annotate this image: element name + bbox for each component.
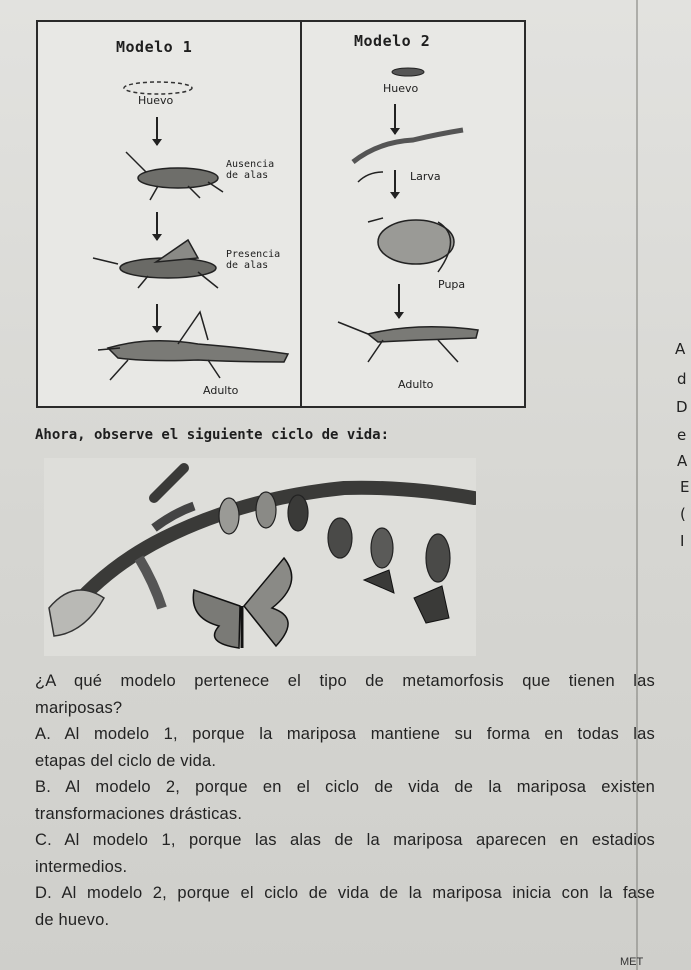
edge-letter-5: A bbox=[677, 452, 688, 470]
edge-letter-7: ( bbox=[680, 505, 686, 523]
question-prompt-line-1: ¿A qué modelo pertenece el tipo de metamorfosis que tienen las bbox=[35, 672, 655, 690]
option-a-line-2[interactable]: etapas del ciclo de vida. bbox=[35, 751, 217, 770]
model-2-larva-label: Larva bbox=[410, 170, 441, 183]
option-b-line-2[interactable]: transformaciones drásticas. bbox=[35, 804, 243, 823]
figure-drawings bbox=[38, 22, 528, 410]
model-1-adult-label: Adulto bbox=[203, 384, 239, 397]
edge-letter-1: A bbox=[675, 340, 686, 358]
metamorphosis-models-figure bbox=[36, 20, 526, 408]
edge-letter-3: D bbox=[676, 398, 688, 416]
option-c-line-1[interactable]: C. Al modelo 1, porque las alas de la mariposa aparecen en estadios bbox=[35, 831, 655, 849]
model-2-title: Modelo 2 bbox=[354, 32, 431, 50]
model-1-title: Modelo 1 bbox=[116, 38, 193, 56]
model-1-nymph-drawing bbox=[126, 152, 223, 200]
model-2-egg-label: Huevo bbox=[383, 82, 419, 95]
option-d-line-2[interactable]: de huevo. bbox=[35, 910, 110, 929]
model-1-adult-drawing bbox=[98, 312, 288, 380]
model-1-no-wings-label-1: Ausencia bbox=[226, 159, 275, 170]
option-d-line-1[interactable]: D. Al modelo 2, porque el ciclo de vida de la mariposa inicia con la fase bbox=[35, 884, 655, 902]
model-1-egg-drawing bbox=[124, 82, 192, 94]
model-1-no-wings-label-2: de alas bbox=[226, 170, 269, 181]
leaf-drawing bbox=[49, 590, 104, 636]
edge-letter-8: I bbox=[680, 532, 685, 550]
model-2-pupa-drawing bbox=[368, 218, 454, 272]
butterfly-life-cycle-drawing bbox=[44, 458, 476, 656]
model-2-pupa-label: Pupa bbox=[438, 278, 466, 291]
footer-fragment: MET bbox=[620, 956, 644, 968]
adult-butterfly-drawing bbox=[193, 558, 291, 648]
edge-letter-6: E bbox=[680, 478, 690, 496]
model-1-egg-label: Huevo bbox=[138, 94, 174, 107]
question-block bbox=[35, 668, 655, 933]
option-c-line-2[interactable]: intermedios. bbox=[35, 857, 128, 876]
model-1-wings-label-1: Presencia bbox=[226, 249, 281, 260]
model-2-egg-drawing bbox=[392, 68, 424, 76]
model-2-larva-drawing bbox=[353, 130, 463, 182]
edge-letter-4: e bbox=[677, 426, 687, 444]
model-2-adult-label: Adulto bbox=[398, 378, 434, 391]
question-prompt-line-2: mariposas? bbox=[35, 698, 123, 717]
model-1-wings-label-2: de alas bbox=[226, 260, 269, 271]
intro-text: Ahora, observe el siguiente ciclo de vida: bbox=[35, 427, 390, 443]
butterfly-life-cycle-image bbox=[44, 458, 476, 656]
edge-letter-2: d bbox=[677, 370, 687, 388]
option-a-line-1[interactable]: A. Al modelo 1, porque la mariposa mantiene su forma en todas las bbox=[35, 725, 655, 743]
model-1-winged-nymph-drawing bbox=[93, 240, 218, 288]
model-2-adult-drawing bbox=[338, 322, 478, 362]
option-b-line-1[interactable]: B. Al modelo 2, porque en el ciclo de vida de la mariposa existen bbox=[35, 778, 655, 796]
